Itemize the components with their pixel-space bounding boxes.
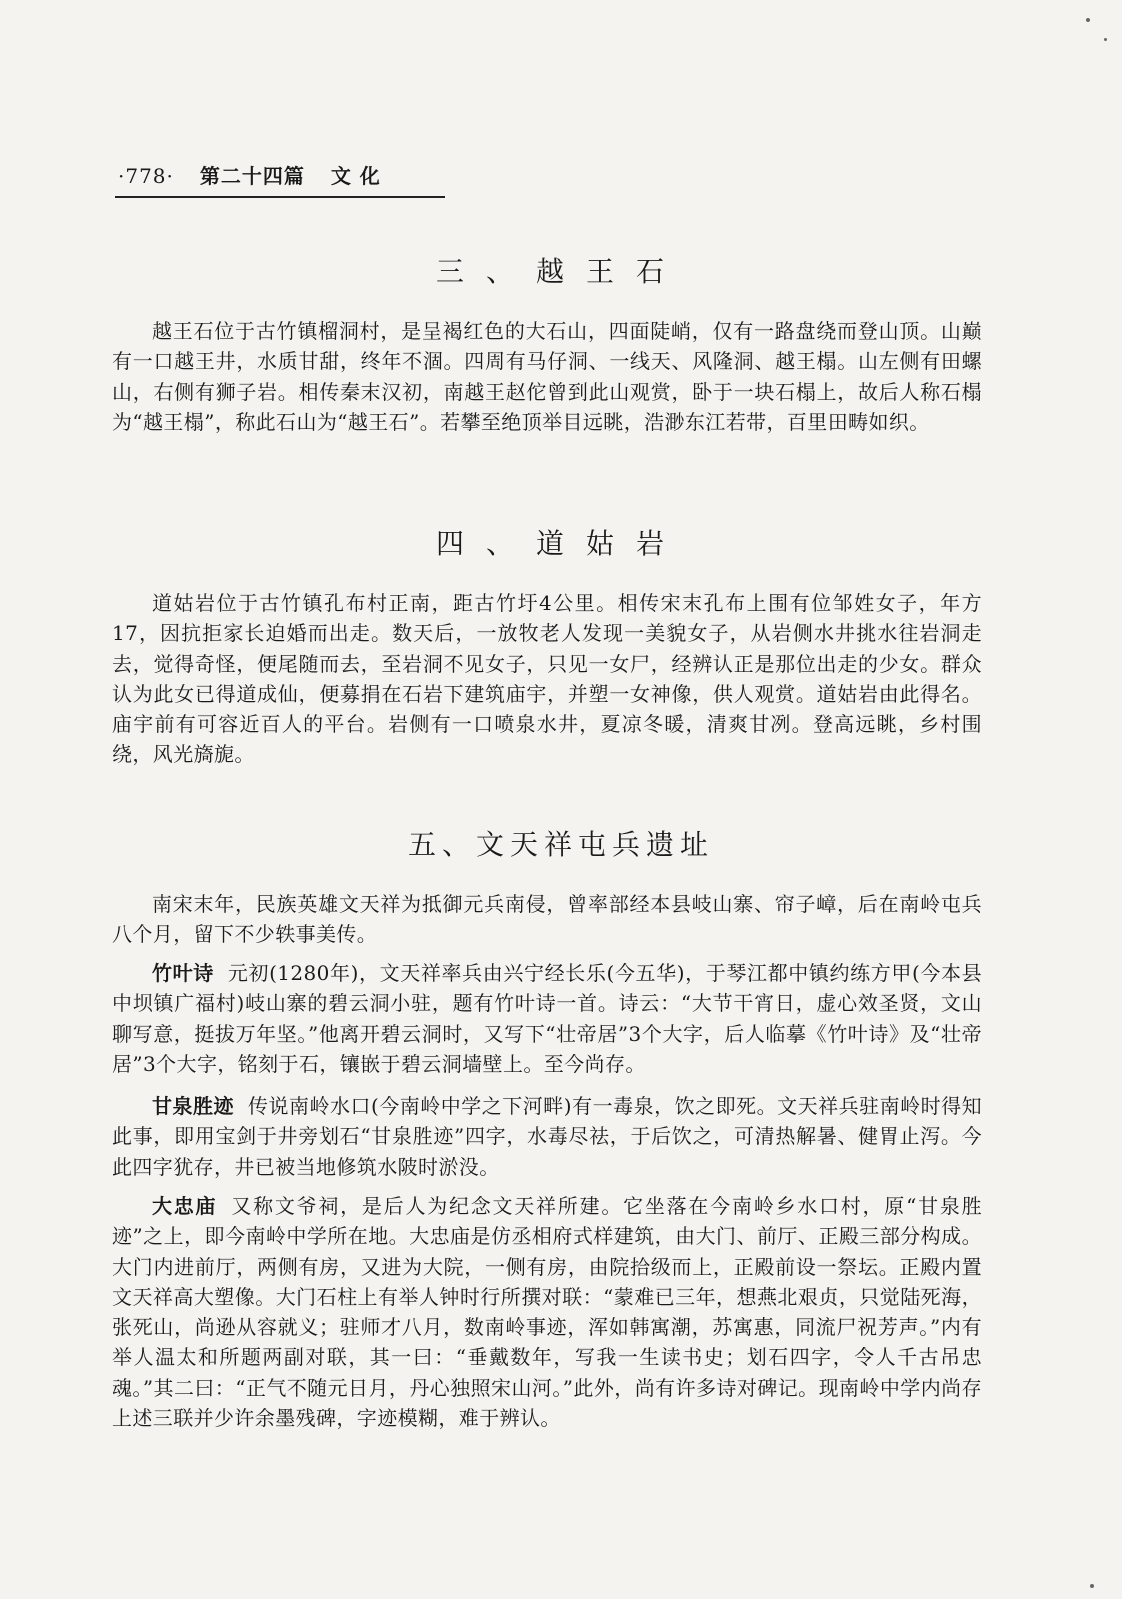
page-number: ·778· — [118, 164, 174, 188]
section-title-wentianxiang: 五、文天祥屯兵遗址 — [407, 828, 714, 861]
section-label: 文 化 — [330, 164, 381, 188]
header-rule — [115, 196, 445, 198]
chapter-label: 第二十四篇 — [199, 164, 305, 188]
scan-speck — [1104, 38, 1107, 41]
item-text-ganquan: 传说南岭水口(今南岭中学之下河畔)有一毒泉，饮之即死。文天祥兵驻南岭时得知此事，即用宝剑于井旁划石“甘泉胜迹”四字，水毒尽祛，于后饮之，可清热解暑、健胃止泻。今此四字犹存，井已被当地修筑水陂时淤没。 — [112, 1094, 982, 1179]
item-zhuyeshi — [112, 958, 982, 1079]
item-lead-ganquan: 甘泉胜迹 — [152, 1094, 234, 1118]
item-lead-dazhongmiao: 大忠庙 — [152, 1194, 218, 1218]
running-header — [118, 160, 448, 189]
item-text-dazhongmiao: 又称文爷祠，是后人为纪念文天祥所建。它坐落在今南岭乡水口村，原“甘泉胜迹”之上，即今南岭中学所在地。大忠庙是仿丞相府式样建筑，由大门、前厅、正殿三部分构成。大门内进前厅，两侧有房，又进为大院，一侧有房，由院拾级而上，正殿前设一祭坛。正殿内置文天祥高大塑像。大门石柱上有举人钟时行所撰对联：“蒙难已三年，想燕北艰贞，只觉陆死海，张死山，尚逊从容就义；驻师才八月，数南岭事迹，浑如韩寓潮，苏寓惠，同流尸祝芳声。”内有举人温太和所题两副对联，其一曰：“垂戴数年，写我一生读书史；划石四字，令人千古吊忠魂。”其二曰：“正气不随元日月，丹心独照宋山河。”此外，尚有许多诗对碑记。现南岭中学内尚存上述三联并少许余墨残碑，字迹模糊，难于辨认。 — [112, 1194, 982, 1431]
item-text-zhuyeshi: 元初(1280年)，文天祥率兵由兴宁经长乐(今五华)，于琴江都中镇约练方甲(今本县中坝镇广福村)岐山寨的碧云洞小驻，题有竹叶诗一首。诗云：“大节干宵日，虚心效圣贤，文山聊写意，挺拔万年坚。”他离开碧云洞时，又写下“壮帝居”3个大字，后人临摹《竹叶诗》及“壮帝居”3个大字，铭刻于石，镶嵌于碧云洞墙壁上。至今尚存。 — [112, 961, 983, 1076]
paragraph-wentianxiang-intro: 南宋末年，民族英雄文天祥为抵御元兵南侵，曾率部经本县岐山寨、帘子嶂，后在南岭屯兵八个月，留下不少轶事美传。 — [112, 892, 982, 947]
paragraph-yuewangshi: 越王石位于古竹镇榴洞村，是呈褐红色的大石山，四面陡峭，仅有一路盘绕而登山顶。山巅有一口越王井，水质甘甜，终年不涸。四周有马仔洞、一线天、风隆洞、越王榻。山左侧有田螺山，右侧有狮子岩。相传秦末汉初，南越王赵佗曾到此山观赏，卧于一块石榻上，故后人称石榻为“越王榻”，称此石山为“越王石”。若攀至绝顶举目远眺，浩渺东江若带，百里田畴如织。 — [112, 319, 982, 434]
paragraph-daoguyan: 道姑岩位于古竹镇孔布村正南，距古竹圩4公里。相传宋末孔布上围有位邹姓女子，年方17，因抗拒家长迫婚而出走。数天后，一放牧老人发现一美貌女子，从岩侧水井挑水往岩洞走去，觉得奇怪，便尾随而去，至岩洞不见女子，只见一女尸，经辨认正是那位出走的少女。群众认为此女已得道成仙，便募捐在石岩下建筑庙宇，并塑一女神像，供人观赏。道姑岩由此得名。庙宇前有可容近百人的平台。岩侧有一口喷泉水井，夏凉冬暖，清爽甘冽。登高远眺，乡村围绕，风光旖旎。 — [112, 591, 982, 767]
item-dazhongmiao — [112, 1191, 982, 1433]
section-title-yuewangshi: 三、越王石 — [435, 255, 686, 288]
scan-speck — [1086, 18, 1090, 22]
item-lead-zhuyeshi: 竹叶诗 — [152, 961, 214, 985]
item-ganquan — [112, 1091, 982, 1182]
section-title-daoguyan: 四、道姑岩 — [435, 527, 686, 560]
scan-speck — [1090, 1584, 1094, 1588]
